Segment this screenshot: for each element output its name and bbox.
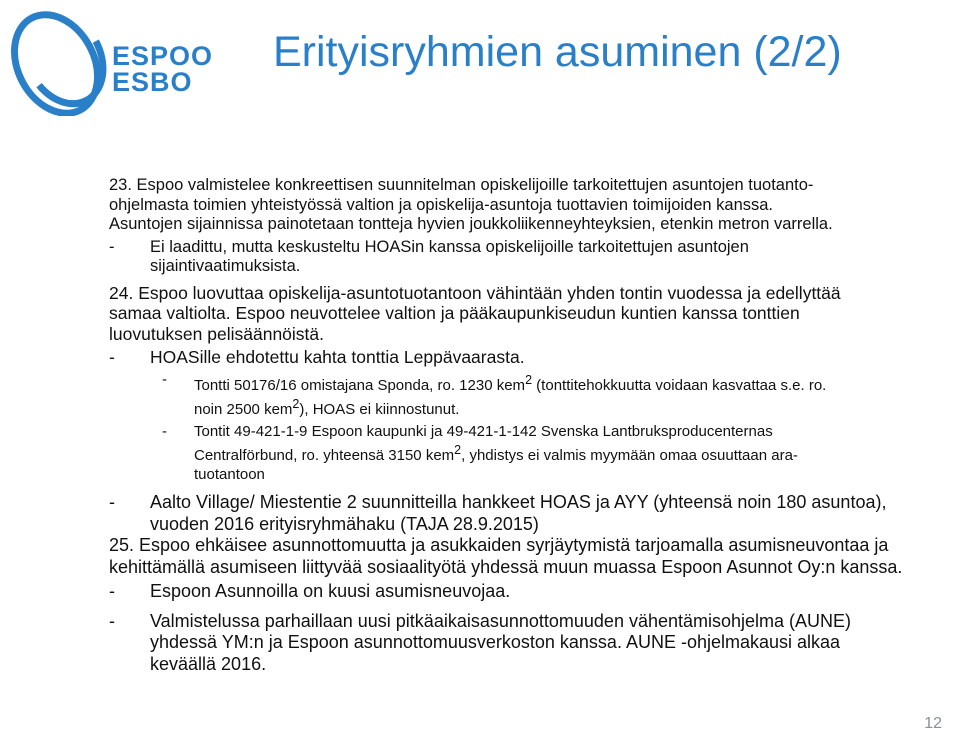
text-line: Asuntojen sijainnissa painotetaan tontteja hyvien joukkoliikenneyhteyksien, etenkin metron varrella.	[109, 215, 833, 233]
espoo-logo	[6, 6, 214, 116]
sub-bullet-sponda	[109, 371, 949, 420]
bullet-aalto-village	[109, 492, 949, 535]
paragraph-23	[109, 176, 949, 235]
text-line: ohjelmasta toimien yhteistyössä valtion ja opiskelija-asuntoja tuottavien toimijoiden kanssa.	[109, 195, 774, 214]
slide-content	[109, 176, 949, 675]
text-line: kehittämällä asumiseen liittyvää sosiaalityötä yhdessä muun muassa Espoon Asunnot Oy:n kanssa.	[109, 556, 903, 577]
text-line: 24. Espoo luovuttaa opiskelija-asuntotuotantoon vähintään yhden tontin vuodessa ja edellyttää	[109, 282, 841, 303]
bullet-dash: -	[109, 237, 115, 256]
bullet-text: keväällä 2016.	[150, 653, 267, 674]
bullet-dash: -	[109, 610, 115, 631]
bullet-text: Aalto Village/ Miestentie 2 suunnitteilla hankkeet HOAS ja AYY (yhteensä noin 180 asuntoa),	[150, 492, 887, 512]
bullet-text: Espoon Asunnoilla on kuusi asumisneuvojaa.	[150, 581, 511, 601]
espoo-logo-mark	[6, 6, 116, 116]
bullet-text: tuotantoon	[194, 465, 265, 483]
bullet-text: noin 2500 kem$^2$), HOAS ei kiinnostunut.	[194, 397, 460, 418]
bullet-text: Tontti 50176/16 omistajana Sponda, ro. 1230 kem$^2$ (tonttitehokkuutta voidaan kasvattaa s.e. ro.	[194, 372, 827, 394]
bullet-text: HOASille ehdotettu kahta tonttia Leppävaarasta.	[150, 347, 525, 367]
text-line: luovutuksen pelisäännöistä.	[109, 323, 325, 344]
bullet-text: Ei laadittu, mutta keskusteltu HOASin kanssa opiskelijoille tarkoitettujen asuntojen	[150, 237, 749, 256]
bullet-dash: -	[109, 347, 115, 367]
bullet-text: sijaintivaatimuksista.	[150, 257, 301, 275]
bullet-text: yhdessä YM:n ja Espoon asunnottomuusverkoston kanssa. AUNE -ohjelmakausi alkaa	[150, 632, 841, 652]
bullet-24-hoas	[109, 347, 949, 368]
bullet-23	[109, 238, 949, 277]
bullet-dash: -	[162, 370, 167, 388]
bullet-dash: -	[109, 581, 115, 601]
text-line: samaa valtiolta. Espoo neuvottelee valtion ja pääkaupunkiseudun kuntien kanssa tonttien	[109, 303, 800, 323]
logo-text-esbo: ESBO	[112, 67, 193, 97]
bullet-aune	[109, 611, 949, 676]
paragraph-25	[109, 535, 949, 578]
bullet-text: Centralförbund, ro. yhteensä 3150 kem$^2$, yhdistys ei valmis myymään omaa osuuttaan ara-	[194, 443, 798, 464]
bullet-dash: -	[162, 422, 167, 440]
bullet-text: vuoden 2016 erityisryhmähaku (TAJA 28.9.2015)	[150, 513, 539, 534]
text-line: 23. Espoo valmistelee konkreettisen suunnitelman opiskelijoille tarkoitettujen asuntojen tuotanto-	[109, 176, 814, 194]
slide-title: Erityisryhmien asuminen (2/2)	[273, 28, 842, 76]
bullet-text: Tontit 49-421-1-9 Espoon kaupunki ja 49-421-1-142 Svenska Lantbruksproducenternas	[194, 422, 773, 440]
text-line: 25. Espoo ehkäisee asunnottomuutta ja asukkaiden syrjäytymistä tarjoamalla asumisneuvontaa ja	[109, 535, 889, 555]
paragraph-24	[109, 283, 949, 345]
bullet-asumisneuvojat	[109, 581, 949, 603]
logo-text-espoo: ESPOO	[112, 41, 214, 71]
bullet-dash: -	[109, 492, 115, 512]
sub-bullet-tontit	[109, 423, 949, 485]
page-number: 12	[924, 715, 942, 732]
bullet-text: Valmistelussa parhaillaan uusi pitkäaikaisasunnottomuuden vähentämisohjelma (AUNE)	[150, 610, 852, 631]
